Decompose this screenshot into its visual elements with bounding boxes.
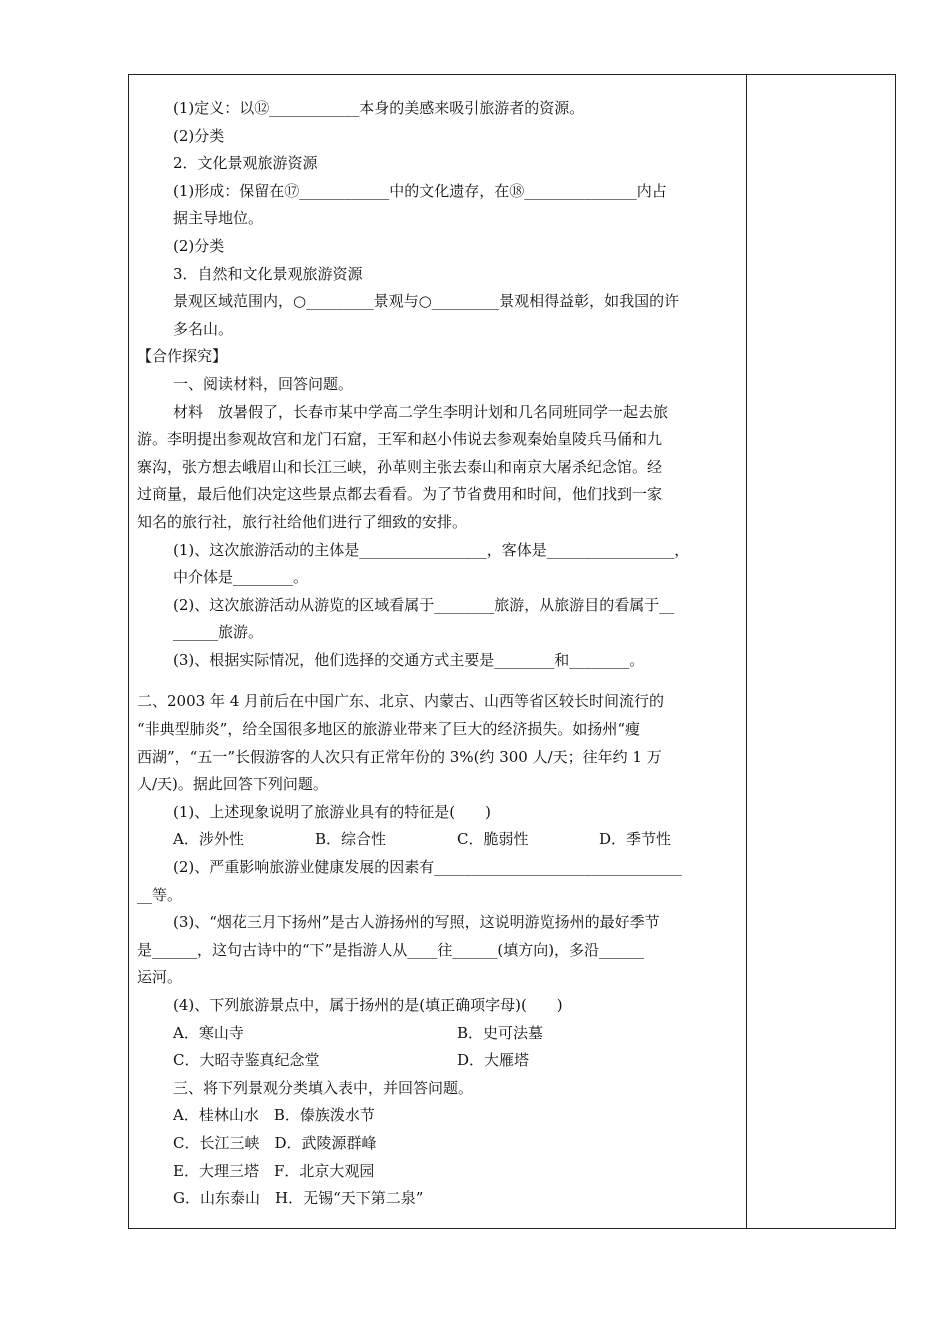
list-item: C．长江三峡 D．武陵源群峰 [173, 1133, 377, 1152]
choice-row [137, 826, 741, 854]
content-column [137, 95, 741, 1213]
choice-row [137, 1047, 741, 1075]
text-line: (1)、这次旅游活动的主体是_________________，客体是_________________， [173, 540, 690, 559]
section-heading: 【合作探究】 [137, 347, 228, 366]
choice-c: C．脆弱性 [457, 830, 529, 849]
worksheet-table [128, 74, 896, 1229]
text-line: (2)分类 [173, 126, 225, 145]
text-line: 寨沟，张方想去峨眉山和长江三峡，孙革则主张去泰山和南京大屠杀纪念馆。经 [137, 457, 663, 476]
list-item: A．桂林山水 B．傣族泼水节 [173, 1106, 375, 1125]
text-line: 2．文化景观旅游资源 [173, 154, 318, 173]
text-line: 据主导地位。 [173, 209, 264, 228]
text-line: (1)定义：以⑫____________本身的美感来吸引旅游者的资源。 [173, 99, 585, 117]
notes-column [749, 75, 895, 1228]
text-line: “非典型肺炎”，给全国很多地区的旅游业带来了巨大的经济损失。如扬州“瘦 [137, 720, 641, 739]
choice-a: A．寒山寺 [173, 1023, 244, 1042]
text-line: 过商量，最后他们决定这些景点都去看看。为了节省费用和时间，他们找到一家 [137, 485, 663, 504]
choice-b: B．史可法墓 [457, 1023, 544, 1042]
text-line: 西湖”，“五一”长假游客的人次只有正常年份的 3%(约 300 人/天；往年约 1 万 [137, 747, 662, 766]
list-item: G．山东泰山 H．无锡“天下第二泉” [173, 1189, 424, 1208]
text-line: (2)、严重影响旅游业健康发展的因素有_________________________________ [173, 858, 682, 877]
text-line: 3．自然和文化景观旅游资源 [173, 264, 363, 283]
text-line: (1)形成：保留在⑰____________中的文化遗存，在⑱_______________内占 [173, 181, 667, 200]
text-line: (2)、这次旅游活动从游览的区域看属于________旅游，从旅游目的看属于__ [173, 595, 675, 614]
text-line: 游。李明提出参观故宫和龙门石窟，王军和赵小伟说去参观秦始皇陵兵马俑和九 [137, 430, 663, 449]
text-line: (3)、根据实际情况，他们选择的交通方式主要是________和________。 [173, 650, 645, 669]
text-line: (2)分类 [173, 236, 225, 255]
text-line: (4)、下列旅游景点中，属于扬州的是(填正确项字母)( ) [173, 996, 563, 1014]
column-divider [746, 75, 747, 1228]
text-line: 材料 放暑假了，长春市某中学高二学生李明计划和几名同班同学一起去旅 [173, 402, 669, 421]
question-heading: 一、阅读材料，回答问题。 [173, 374, 354, 393]
text-line: __等。 [137, 885, 183, 904]
question-heading: 二、2003 年 4 月前后在中国广东、北京、内蒙古、山西等省区较长时间流行的 [137, 692, 665, 711]
choice-a: A．涉外性 [173, 830, 244, 849]
text-line: (3)、“烟花三月下扬州”是古人游扬州的写照，这说明游览扬州的最好季节 [173, 913, 660, 932]
list-item: E．大理三塔 F．北京大观园 [173, 1161, 375, 1180]
text-line: (1)、上述现象说明了旅游业具有的特征是( ) [173, 802, 491, 821]
text-line: 是______，这句古诗中的“下”是指游人从____往______(填方向)，多沿______ [137, 940, 645, 959]
text-line: ______旅游。 [173, 623, 264, 642]
text-line: 人/天)。据此回答下列问题。 [137, 775, 328, 794]
choice-c: C．大昭寺鉴真纪念堂 [173, 1051, 320, 1070]
choice-d: D．季节性 [599, 830, 672, 849]
choice-d: D．大雁塔 [457, 1051, 530, 1070]
text-line: 知名的旅行社，旅行社给他们进行了细致的安排。 [137, 512, 468, 531]
choice-b: B．综合性 [315, 830, 387, 849]
text-line: 中介体是________。 [173, 568, 309, 587]
text-line: 运河。 [137, 968, 183, 987]
text-line: 多名山。 [173, 319, 234, 338]
choice-row [137, 1020, 741, 1048]
text-line: 景观区域范围内，○_________景观与○_________景观相得益彰，如我国的许 [173, 292, 680, 311]
question-heading: 三、将下列景观分类填入表中，并回答问题。 [173, 1078, 474, 1097]
